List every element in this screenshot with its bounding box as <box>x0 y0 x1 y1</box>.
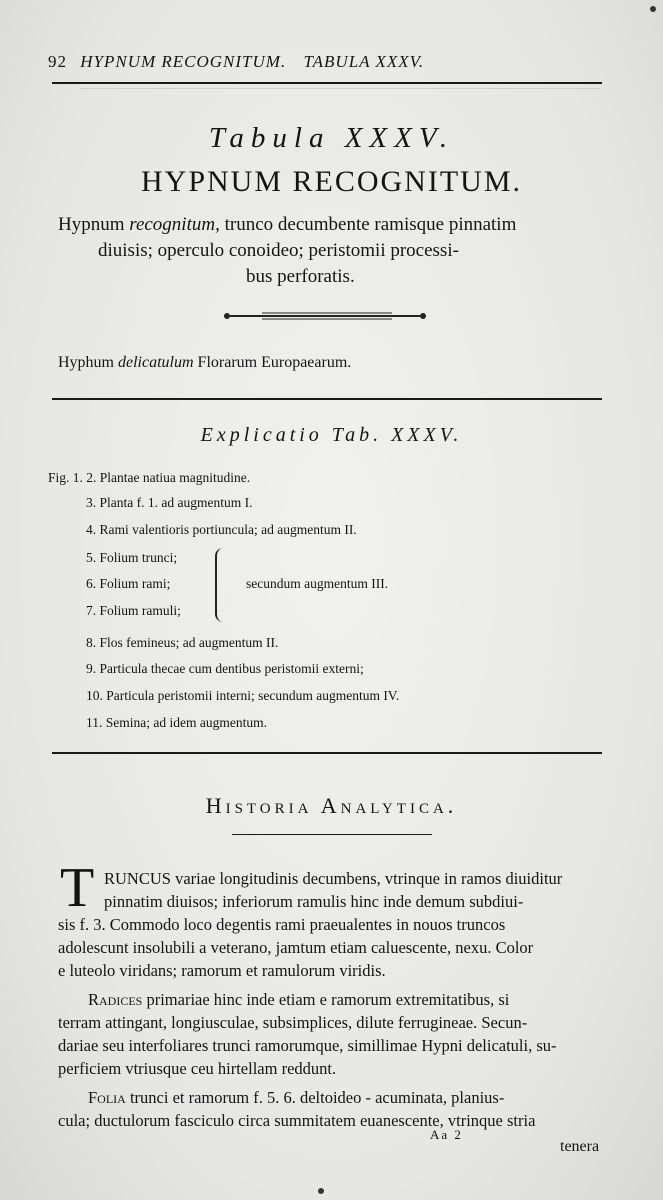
paragraph-line: perficiem vtriusque ceu hirtellam reddunt. <box>58 1059 337 1078</box>
signature-mark: Aa 2 <box>430 1127 463 1142</box>
figure-text: Folium rami; <box>99 576 171 591</box>
synonym-rest: Florarum Europaearum. <box>197 354 352 371</box>
figure-entry <box>86 688 399 704</box>
short-rule <box>232 834 432 835</box>
figure-number: 5. <box>86 550 97 565</box>
catchword: tenera <box>560 1138 600 1155</box>
paragraph-line: cula; ductulorum fasciculo circa summitatem euanescente, vtrinque stria <box>58 1111 536 1130</box>
paragraph-line: adolescunt insolubili a veterano, jamtum etiam caluescente, nexu. Color <box>58 938 534 957</box>
figure-entry <box>86 635 278 651</box>
species-title: HYPNUM RECOGNITUM. <box>140 165 522 198</box>
paragraph-line: sis f. 3. Commodo loco degentis rami praeualentes in nouos truncos <box>58 915 506 934</box>
figure-text: Rami valentioris portiuncula; ad augmentum II. <box>99 522 357 537</box>
paragraph-line: dariae seu interfoliares trunci ramorumque, simillimae Hypni delicatuli, su- <box>58 1036 557 1055</box>
running-title-left: HYPNUM RECOGNITUM. <box>80 52 287 71</box>
figure-text: Flos femineus; ad augmentum II. <box>99 635 279 650</box>
header-rule <box>52 82 602 84</box>
page-number: 92 <box>48 52 67 71</box>
paragraph-lead: Folia <box>88 1088 126 1107</box>
synonym-species: delicatulum <box>118 354 194 371</box>
binding-hole <box>318 1188 324 1194</box>
section-rule <box>52 752 602 754</box>
figure-number: 8. <box>86 635 97 650</box>
figure-text: Plantae natiua magnitudine. <box>99 470 251 485</box>
ornament-divider <box>222 309 428 323</box>
figure-number: 6. <box>86 576 97 591</box>
paragraph-line: terram attingant, longiusculae, subsimplices, dilute ferrugineae. Secun- <box>58 1013 528 1032</box>
diagnosis-line3: bus perforatis. <box>246 266 355 287</box>
figure-text: Particula thecae cum dentibus peristomii externi; <box>99 661 364 676</box>
brace-label: secundum augmentum III. <box>246 576 389 591</box>
diagnosis <box>58 212 603 290</box>
text-line: primariae hinc inde etiam e ramorum extremitatibus, si <box>146 990 510 1009</box>
figure-number: 10. <box>86 688 103 703</box>
paragraph-lead: Radices <box>88 990 143 1009</box>
paragraph-line: e luteolo viridans; ramorum et ramulorum viridis. <box>58 961 386 980</box>
synonym-genus: Hyphum <box>58 354 114 371</box>
running-title-right: TABULA XXXV. <box>303 52 425 71</box>
figure-entry <box>86 603 181 619</box>
figure-number: 9. <box>86 661 97 676</box>
text-line: trunci et ramorum f. 5. 6. deltoideo - acuminata, planius- <box>129 1088 505 1107</box>
figure-text: Folium trunci; <box>99 550 178 565</box>
historia-title: Historia Analytica. <box>205 793 458 818</box>
synonym <box>58 354 603 372</box>
paragraph-line <box>104 867 604 890</box>
figure-entry <box>86 495 252 511</box>
figure-number: Fig. 1. 2. <box>48 470 97 485</box>
figure-number: 11. <box>86 715 103 730</box>
figure-text: Particula peristomii interni; secundum augmentum IV. <box>106 688 400 703</box>
figure-entry <box>86 576 170 592</box>
plate-title: Tabula XXXV. <box>208 122 455 154</box>
diagnosis-genus: Hypnum <box>58 214 125 235</box>
binding-hole <box>650 6 656 12</box>
figure-text: Planta f. 1. ad augmentum I. <box>99 495 253 510</box>
figure-number: 3. <box>86 495 97 510</box>
section-rule <box>52 398 602 400</box>
running-header <box>48 52 608 72</box>
text-line: variae longitudinis decumbens, vtrinque in ramos diuiditur <box>175 869 563 888</box>
figure-text: Folium ramuli; <box>99 603 181 618</box>
diagnosis-species: recognitum, <box>129 214 220 235</box>
figure-entry <box>48 470 250 486</box>
paragraph-line <box>88 988 509 1011</box>
diagnosis-line2: diuisis; operculo conoideo; peristomii processi- <box>98 240 459 261</box>
paragraph-line <box>88 1086 504 1109</box>
explicatio-title: Explicatio Tab. XXXV. <box>200 424 463 446</box>
figure-entry <box>86 550 177 566</box>
paragraph-lead: RUNCUS <box>104 869 171 888</box>
figure-entry <box>86 661 364 677</box>
paragraph-line: pinnatim diuisos; inferiorum ramulis hinc inde demum subdiui- <box>104 892 524 911</box>
brace <box>215 548 229 622</box>
figure-number: 4. <box>86 522 97 537</box>
drop-cap: T <box>60 857 95 919</box>
diagnosis-line1: trunco decumbente ramisque pinnatim <box>224 214 517 235</box>
figure-entry <box>86 715 267 731</box>
figure-number: 7. <box>86 603 97 618</box>
figure-text: Semina; ad idem augmentum. <box>105 715 267 730</box>
figure-entry <box>86 522 357 538</box>
